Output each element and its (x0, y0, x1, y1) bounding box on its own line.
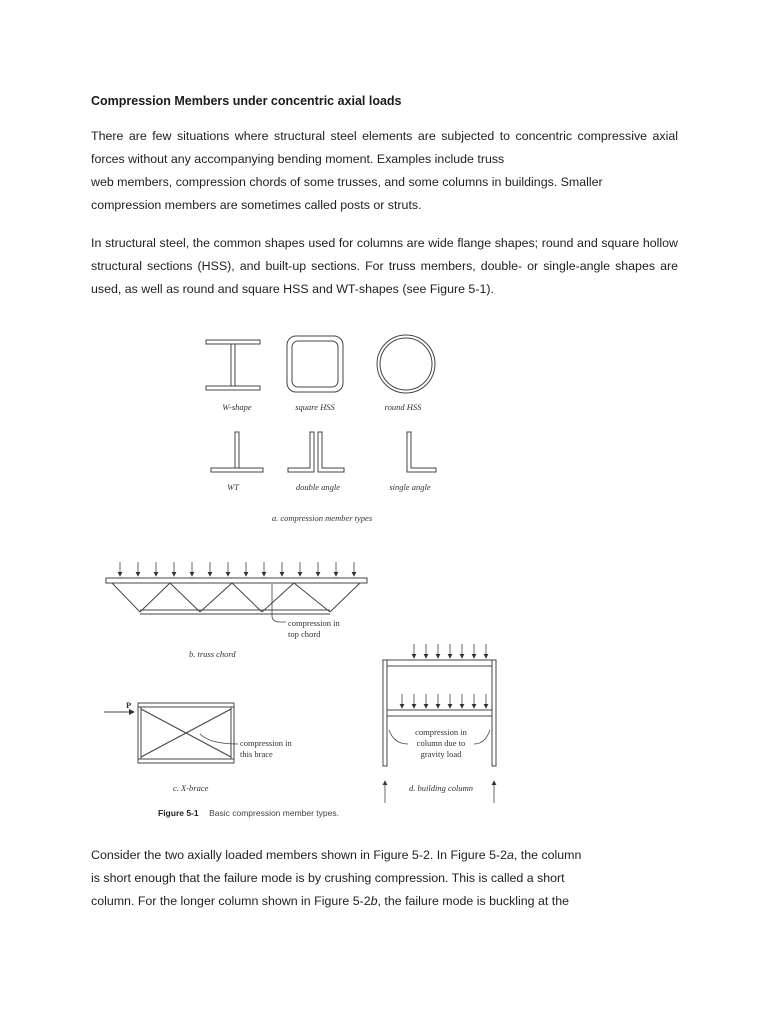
paragraph-3-text: column. For the longer column shown in Figure 5-2 (91, 894, 371, 908)
label-double-angle: double angle (295, 482, 341, 492)
paragraph-3-line (91, 844, 678, 867)
label-w-shape: W-shape (222, 402, 252, 412)
building-column-drawing (383, 644, 496, 803)
truss-chord-drawing (106, 562, 367, 622)
round-hss-drawing (377, 335, 435, 393)
paragraph-3-emphasis: a (506, 848, 514, 862)
label-wt: WT (227, 482, 239, 492)
paragraph-2 (91, 232, 678, 301)
paragraph-1-line: web members, compression chords of some trusses, and some columns in buildings. Smaller (91, 175, 603, 189)
caption-part-b: b. truss chord (189, 649, 236, 659)
w-shape-drawing (206, 340, 260, 390)
note-truss-line-2: top chord (288, 629, 321, 639)
double-angle-drawing (288, 432, 344, 472)
figure-title-text: Basic compression member types. (209, 808, 339, 818)
figure-5-1-drawing (0, 320, 768, 830)
x-brace-drawing (104, 703, 238, 763)
paragraph-3 (91, 844, 678, 913)
caption-part-c: c. X-brace (173, 783, 209, 793)
note-column-line-1: compression in (415, 727, 467, 737)
figure-title (158, 803, 339, 820)
note-brace-line-2: this brace (240, 749, 273, 759)
paragraph-3-text: , the column (513, 848, 582, 862)
square-hss-drawing (287, 336, 343, 392)
paragraph-3-text: Consider the two axially loaded members shown in Figure 5-2. In Figure 5-2 (91, 848, 507, 862)
label-round-hss: round HSS (384, 402, 422, 412)
paragraph-1 (91, 125, 678, 217)
figure-5-1 (0, 320, 768, 830)
label-single-angle: single angle (389, 482, 431, 492)
note-column-line-3: gravity load (420, 749, 462, 759)
paragraph-1-line: compression members are sometimes called posts or struts. (91, 198, 422, 212)
note-truss-line-1: compression in (288, 618, 340, 628)
paragraph-2-line: used, as well as round and square HSS and WT-shapes (see Figure 5-1). (91, 282, 494, 296)
single-angle-drawing (407, 432, 436, 472)
section-heading: Compression Members under concentric axial loads (91, 94, 402, 108)
caption-part-a: a. compression member types (271, 513, 373, 523)
paragraph-2-line: In structural steel, the common shapes used for columns are wide flange shapes; round and square hollow (91, 236, 678, 250)
wt-drawing (211, 432, 263, 472)
paragraph-1-line: There are few situations where structural steel elements are subjected to concentric compressive axial (91, 129, 678, 143)
note-brace-line-1: compression in (240, 738, 292, 748)
paragraph-3-emphasis: b (370, 894, 378, 908)
load-label-p: P (126, 700, 132, 710)
note-column-line-2: column due to (416, 738, 466, 748)
caption-part-d: d. building column (409, 783, 473, 793)
paragraph-2-line: structural sections (HSS), and built-up sections. For truss members, double- or single-angle shapes are (91, 259, 678, 273)
paragraph-1-line: forces without any accompanying bending moment. Examples include truss (91, 152, 505, 166)
paragraph-3-line (91, 890, 678, 913)
paragraph-3-text: , the failure mode is buckling at the (377, 894, 570, 908)
paragraph-3-line: is short enough that the failure mode is by crushing compression. This is called a short (91, 871, 565, 885)
label-square-hss: square HSS (295, 402, 335, 412)
figure-number: Figure 5-1 (158, 808, 199, 818)
